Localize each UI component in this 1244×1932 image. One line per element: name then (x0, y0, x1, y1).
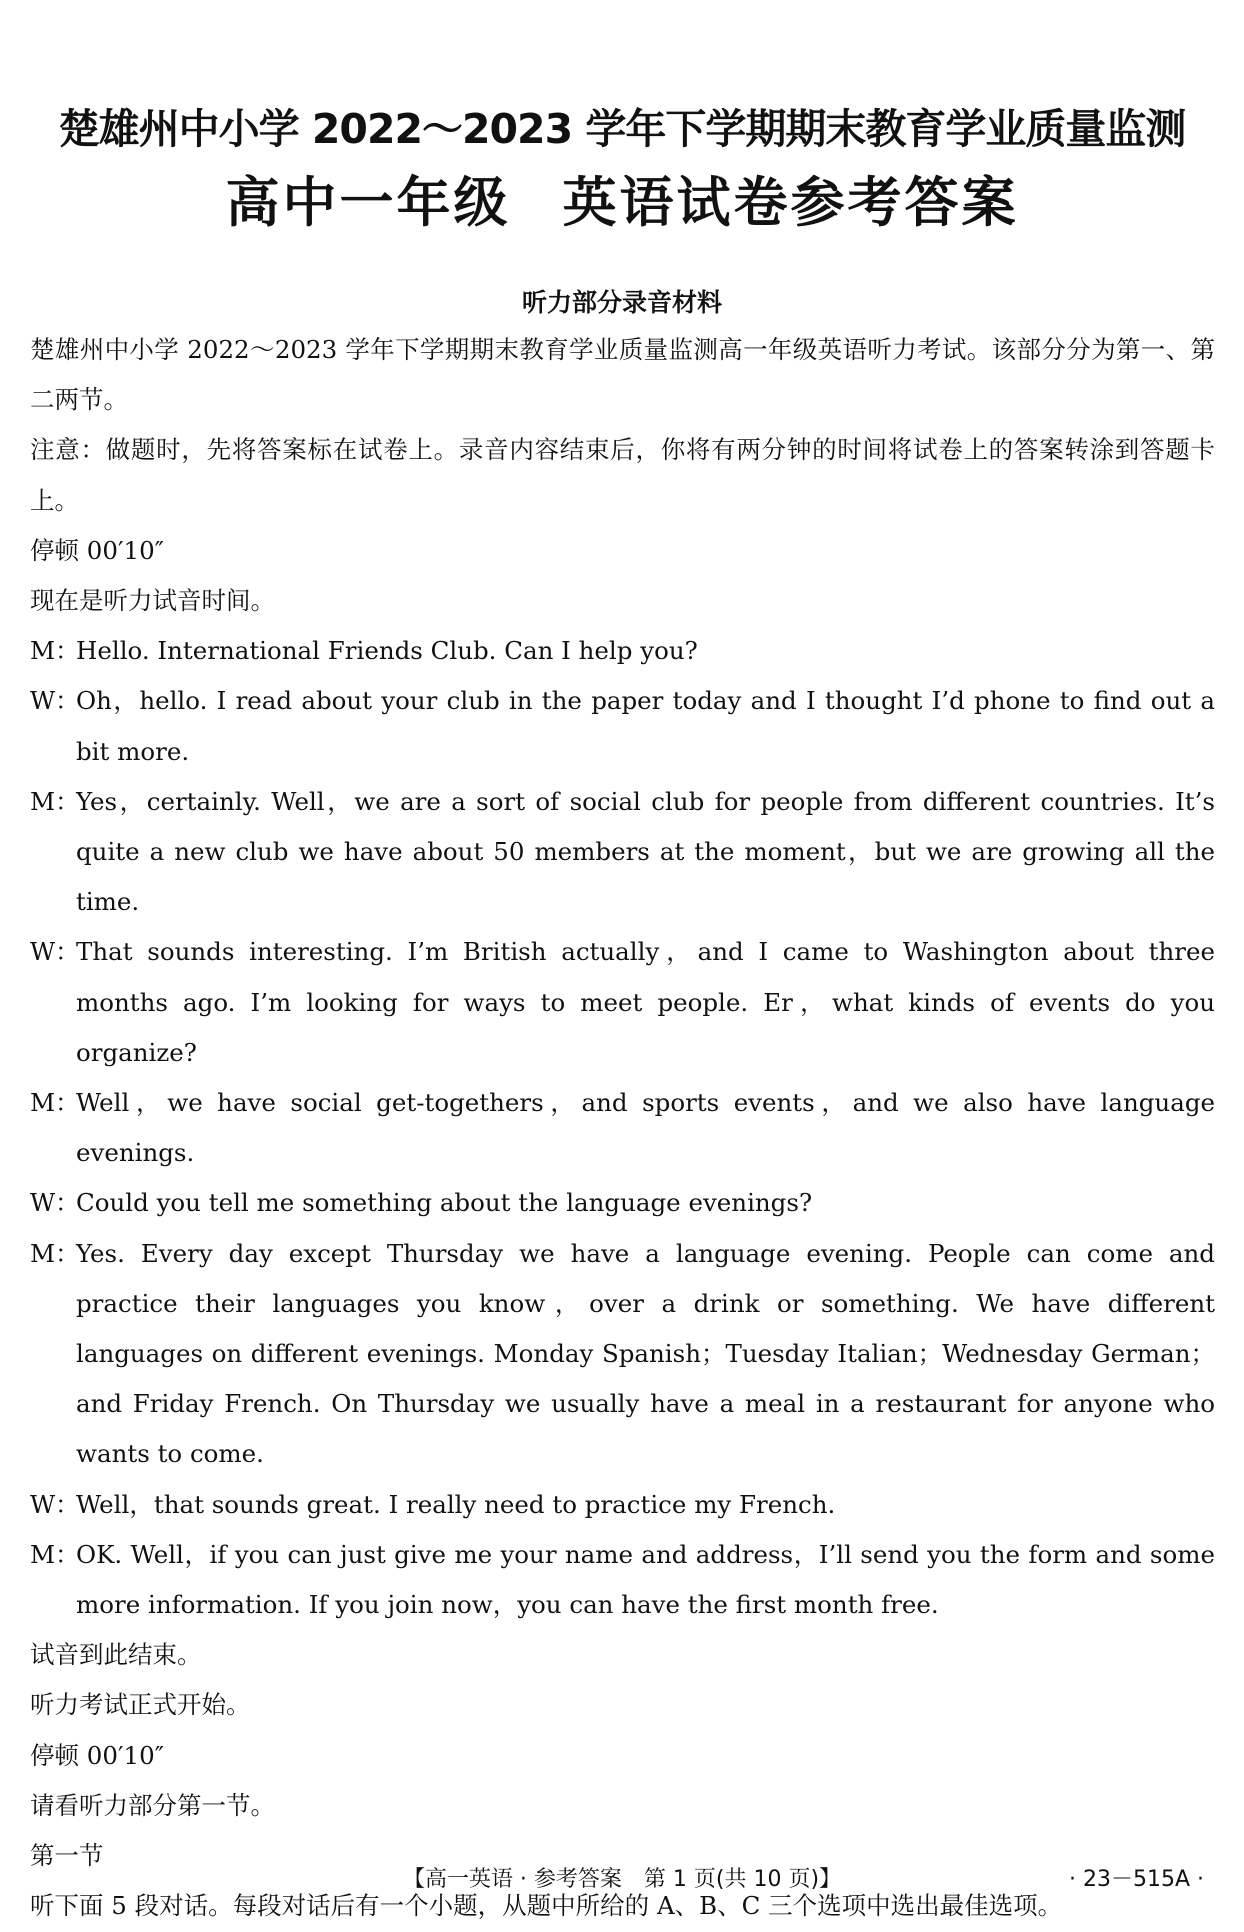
dialogue-line (30, 626, 1215, 676)
intro-paragraph: 楚雄州中小学 2022～2023 学年下学期期末教育学业质量监测高一年级英语听力考试。该部分分为第一、第二两节。 (30, 335, 1215, 415)
dialogue-line (30, 1078, 1215, 1178)
dialogue-line (30, 1229, 1215, 1480)
dialogue-text: Well，we have social get-togethers，and sports events，and we also have language evenings. (76, 1088, 1215, 1168)
trial-start-line: 现在是听力试音时间。 (30, 586, 275, 616)
speaker-label: M： (30, 786, 80, 816)
dialogue-text: Hello. International Friends Club. Can I help you? (76, 636, 698, 666)
speaker-label: M： (30, 1238, 80, 1268)
part-heading: 第一节 (30, 1841, 104, 1871)
dialogue-text: Oh，hello. I read about your club in the paper today and I thought I’d phone to find out a bit more. (76, 686, 1215, 766)
document-subtitle (0, 160, 1244, 237)
section-title: 听力部分录音材料 (521, 288, 722, 317)
dialogue-text: Yes. Every day except Thursday we have a language evening. People can come and practice their languages you know，over a drink or something. We have different languages on different evenings. Monday Spanish；Tuesday Italian；Wednesday German；and Friday French. On Thursday we usually have a meal in a restaurant for anyone who wants to come. (76, 1238, 1215, 1469)
note-paragraph: 注意：做题时，先将答案标在试卷上。录音内容结束后，你将有两分钟的时间将试卷上的答案转涂到答题卡上。 (30, 435, 1215, 515)
dialogue-text: That sounds interesting. I’m British actually，and I came to Washington about three months ago. I’m looking for ways to meet people. Er，what kinds of events do you organize? (76, 937, 1215, 1067)
transcript-body (30, 325, 1215, 1932)
exam-start-line: 听力考试正式开始。 (30, 1690, 251, 1720)
footer-page-info: 【高一英语 · 参考答案 第 1 页(共 10 页)】 (402, 1867, 842, 1892)
dialogue-line (30, 777, 1215, 928)
paper-label: 英语试卷参考答案 (562, 171, 1019, 234)
instructions-paragraph: 听下面 5 段对话。每段对话后有一个小题，从题中所给的 A、B、C 三个选项中选出最佳选项。 (30, 1891, 1063, 1921)
grade-label: 高中一年级 (225, 171, 511, 234)
trial-end-line: 试音到此结束。 (30, 1640, 202, 1670)
speaker-label: M： (30, 1539, 80, 1569)
see-part-line: 请看听力部分第一节。 (30, 1790, 275, 1820)
pause-line: 停顿 00′10″ (30, 1740, 164, 1770)
footer-paper-code: · 23－515A · (1068, 1867, 1204, 1892)
dialogue-line (30, 1178, 1215, 1228)
speaker-label: M： (30, 636, 80, 666)
speaker-label: W： (30, 686, 80, 716)
dialogue-line (30, 1480, 1215, 1530)
speaker-label: M： (30, 1088, 80, 1118)
document-title: 楚雄州中小学 2022～2023 学年下学期期末教育学业质量监测 (58, 105, 1186, 153)
dialogue-line (30, 927, 1215, 1078)
dialogue-line (30, 1530, 1215, 1630)
pause-line: 停顿 00′10″ (30, 535, 164, 565)
dialogue-text: Well，that sounds great. I really need to practice my French. (76, 1489, 836, 1519)
speaker-label: W： (30, 1188, 80, 1218)
dialogue-text: Yes，certainly. Well，we are a sort of social club for people from different countries. It’s quite a new club we have about 50 members at the moment，but we are growing all the time. (76, 786, 1215, 917)
dialogue-text: Could you tell me something about the language evenings? (76, 1188, 813, 1218)
dialogue-line (30, 676, 1215, 776)
dialogue-text: OK. Well，if you can just give me your name and address，I’ll send you the form and some more information. If you join now，you can have the first month free. (76, 1539, 1215, 1620)
speaker-label: W： (30, 937, 80, 967)
speaker-label: W： (30, 1489, 80, 1519)
